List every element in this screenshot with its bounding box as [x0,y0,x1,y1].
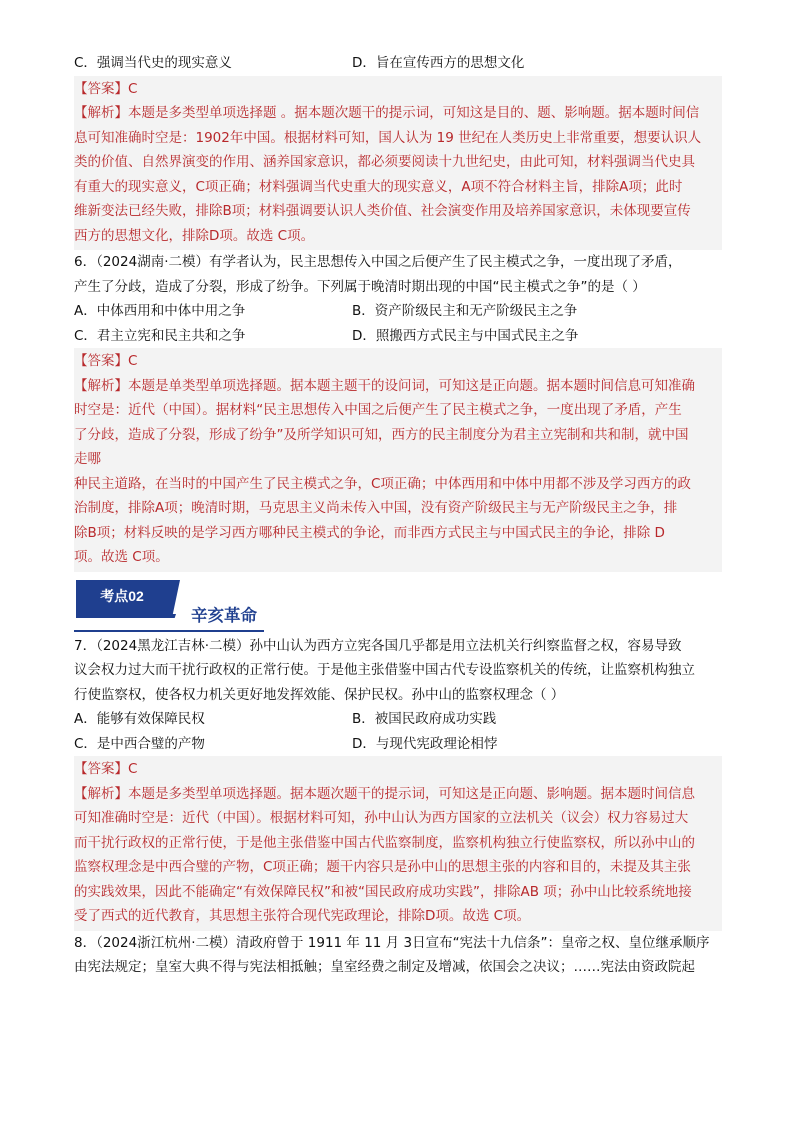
question-7 [74,634,722,757]
option-b: B．资产阶级民主和无产阶级民主之争 [352,303,578,319]
analysis-line: 【解析】本题是多类型单项选择题。据本题次题干的提示词，可知这是正向题、影响题。据本题时间信息 [74,785,695,802]
document-page [74,0,722,980]
analysis-line: 的实践效果，因此不能确定“有效保障民权”和被“国民政府成功实践”，排除AB 项；孙中山比较系统地接 [74,883,692,900]
option-a: A．中体西用和中体中用之争 [74,303,246,319]
section-underline [74,630,264,632]
question-8 [74,931,722,980]
section-title: 辛亥革命 [191,605,257,625]
analysis-line: 除B项；材料反映的是学习西方哪种民主模式的争论，而非西方式民主与中国式民主的争论，排除 D [74,524,665,541]
analysis-line: 监察权理念是中西合璧的产物，C项正确；题干内容只是孙中山的思想主张的内容和目的，未提及其主张 [74,859,691,875]
analysis-line: 治制度，排除A项；晚清时期，马克思主义尚未传入中国，没有资产阶级民主与无产阶级民主之争，排 [74,500,678,516]
answer-label: 【答案】C [74,761,138,777]
question-stem-line: 由宪法规定；皇室大典不得与宪法相抵触；皇室经费之制定及增减，依国会之决议；……宪法由资政院起 [74,959,695,975]
answer-label: 【答案】C [74,80,138,97]
analysis-line: 可知准确时空是：近代（中国）。根据材料可知，孙中山认为西方国家的立法机关（议会）权力容易过大 [74,810,689,826]
option-c: C．是中西合璧的产物 [74,735,205,752]
analysis-line: 种民主道路，在当时的中国产生了民主模式之争，C项正确；中体西用和中体中用都不涉及学习西方的政 [74,475,691,492]
section-heading [74,578,722,634]
option-d: D．旨在宣传西方的思想文化 [352,55,525,71]
question-5-options [74,51,722,76]
analysis-line: 项。故选 C项。 [74,549,169,565]
analysis-line: 了分歧，造成了分裂，形成了纷争”及所学知识可知，西方的民主制度分为君主立宪制和共和制，就中国 [74,426,689,443]
analysis-line: 西方的思想文化，排除D项。故选 C项。 [74,227,315,244]
question-6 [74,250,722,348]
question-stem-line: 7．（2024黑龙江吉林·二模）孙中山认为西方立宪各国几乎都是用立法机关行纠察监督之权，容易导致 [74,637,682,654]
analysis-line: 【解析】本题是多类型单项选择题 。据本题次题干的提示词，可知这是目的、题、影响题。据本题时间信 [74,105,700,121]
option-d: D．与现代宪政理论相悖 [352,735,498,752]
analysis-line: 而干扰行政权的正常行使，于是他主张借鉴中国古代监察制度，监察机构独立行使监察权，所以孙中山的 [74,834,695,851]
answer-label: 【答案】C [74,353,138,369]
section-badge-label: 考点02 [100,587,144,604]
question-stem-line: 议会权力过大而干扰行政权的正常行使。于是他主张借鉴中国古代专设监察机关的传统，让监察机构独立 [74,662,695,678]
analysis-line: 受了西式的近代教育，其思想主张符合现代宪政理论，排除D项。故选 C项。 [74,908,531,924]
analysis-line: 维新变法已经失败，排除B项；材料强调要认识人类价值、社会演变作用及培养国家意识，未体现要宣传 [74,203,691,219]
question-5-answer-block [74,76,722,251]
option-b: B．被国民政府成功实践 [352,711,497,727]
analysis-line: 走哪 [74,451,101,467]
option-c: C．君主立宪和民主共和之争 [74,327,246,344]
question-6-answer-block [74,348,722,572]
question-stem-line: 6．（2024湖南·二模）有学者认为，民主思想传入中国之后便产生了民主模式之争，一度出现了矛盾， [74,254,682,270]
analysis-line: 有重大的现实意义，C项正确；材料强调当代史重大的现实意义，A项不符合材料主旨，排除A项；此时 [74,178,683,195]
option-a: A．能够有效保障民权 [74,711,205,727]
question-stem-line: 8．（2024浙江杭州·二模）清政府曾于 1911 年 11 月 3日宣布“宪法十九信条”：皇帝之权、皇位继承顺序 [74,934,710,951]
options-row [74,324,722,349]
analysis-line: 时空是：近代（中国）。据材料“民主思想传入中国之后便产生了民主模式之争，一度出现了矛盾，产生 [74,402,682,418]
question-stem-line: 行使监察权，使各权力机关更好地发挥效能、保护民权。孙中山的监察权理念（ ） [74,686,565,703]
options-row [74,707,722,732]
option-d: D．照搬西方式民主与中国式民主之争 [352,327,579,344]
question-stem-line: 产生了分歧，造成了分裂，形成了纷争。下列属于晚清时期出现的中国“民主模式之争”的是（ ） [74,278,646,295]
analysis-line: 类的价值、自然界演变的作用、涵养国家意识，都必须要阅读十九世纪史，由此可知，材料强调当代史具 [74,154,695,170]
options-row [74,732,722,757]
question-7-answer-block [74,756,722,931]
analysis-line: 息可知准确时空是：1902年中国。根据材料可知，国人认为 19 世纪在人类历史上非常重要，想要认识人 [74,129,702,146]
analysis-line: 【解析】本题是单类型单项选择题。据本题主题干的设问词，可知这是正向题。据本题时间信息可知准确 [74,377,695,394]
options-row [74,51,722,76]
option-c: C．强调当代史的现实意义 [74,55,232,71]
options-row [74,299,722,324]
